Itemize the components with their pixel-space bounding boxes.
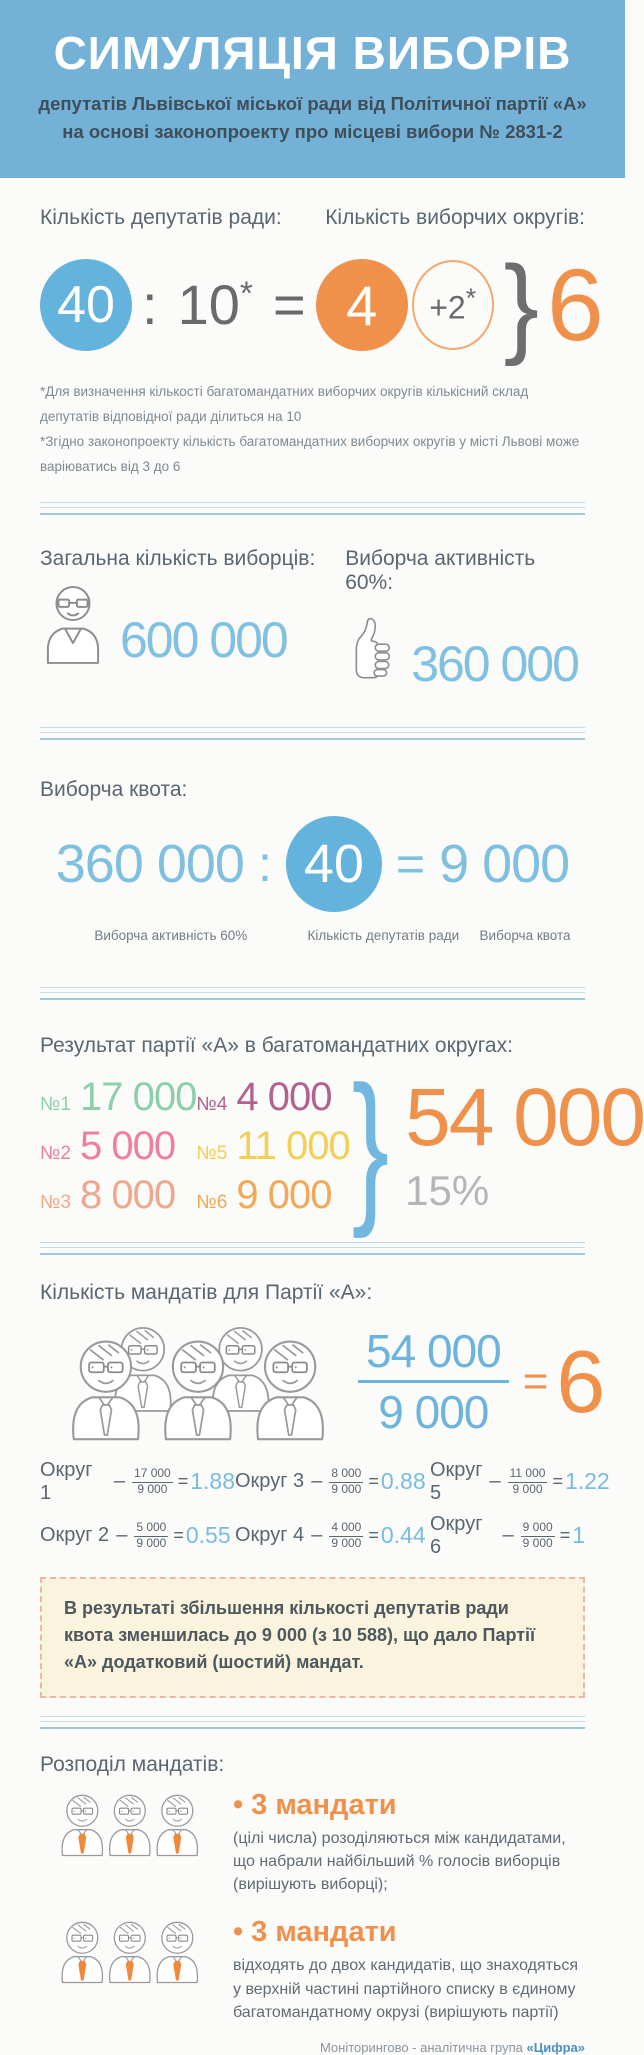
districts-base-circle: 4 — [316, 259, 408, 351]
footnote-2: *Згідно законопроекту кількість багатомандатних виборчих округів у місті Львові може варіюватись від 3 до 6 — [40, 433, 580, 474]
mandates-denominator: 9 000 — [378, 1386, 489, 1439]
distribution-item — [55, 1788, 585, 1897]
okrug-calculations — [40, 1458, 610, 1559]
page-title: СИМУЛЯЦІЯ ВИБОРІВ — [53, 27, 572, 79]
turnout-value: 360 000 — [411, 635, 578, 692]
voter-icon — [40, 583, 106, 665]
mandates-formula — [358, 1326, 605, 1438]
page-subtitle-line2: на основі законопроекту про місцеві вибори № 2831-2 — [62, 120, 563, 142]
thumbs-up-icon — [345, 607, 399, 689]
footer-credit — [0, 2040, 625, 2055]
district-result: №5 11 000 — [196, 1123, 350, 1168]
deputies-heading: Кількість депутатів ради: — [40, 206, 282, 229]
mandates-count-title: • 3 мандати — [233, 1916, 397, 1949]
okrug-row: Округ 1 – $\frac{17 000}{9 000}$ = 1.88 — [40, 1458, 235, 1504]
results-section — [0, 1033, 644, 1239]
quota-label-deputies: Кількість депутатів ради — [307, 927, 460, 943]
voters-total-value: 600 000 — [120, 611, 287, 668]
quota-heading: Виборча квота: — [40, 777, 188, 801]
results-heading: Результат партії «А» в багатомандатних округах: — [40, 1033, 513, 1057]
results-percent: 15% — [405, 1166, 490, 1214]
quota-labels — [40, 928, 585, 943]
distribution-section — [0, 1753, 625, 1777]
equals-sign: = — [272, 273, 306, 336]
section-divider — [40, 502, 585, 515]
brand-link[interactable]: «Цифра» — [526, 2040, 585, 2055]
distribution-heading: Розподіл мандатів: — [40, 1752, 225, 1776]
credit-text: Моніторингово - аналітична група — [319, 2040, 523, 2055]
quota-deputies-circle: 40 — [286, 816, 382, 912]
divide-sign: : — [142, 273, 158, 336]
mandates-count-title: • 3 мандати — [233, 1788, 397, 1821]
footnote-1: *Для визначення кількості багатомандатних виборчих округів кількісний склад депутатів відповідної ради ділиться на 10 — [40, 384, 529, 424]
note-box: В результаті збільшення кількості депутатів ради квота зменшилась до 9 000 (з 10 588), що дало Партії «А» додатковий (шостий) мандат. — [40, 1577, 585, 1698]
turnout-heading: Виборча активність 60%: — [345, 546, 536, 594]
districts-formula — [40, 243, 604, 367]
mandates-heading: Кількість мандатів для Партії «А»: — [40, 1280, 373, 1304]
okrug-row: Округ 2 – $\frac{5 000}{9 000}$ = 0.55 — [40, 1520, 231, 1550]
deputies-group-icon — [64, 1321, 332, 1443]
quota-dividend: 360 000 — [55, 833, 244, 894]
brace-glyph: } — [351, 1051, 390, 1239]
brace-glyph: } — [503, 243, 540, 367]
header-banner — [0, 0, 625, 178]
mandates-numerator: 54 000 — [358, 1326, 509, 1384]
footnotes — [40, 380, 585, 480]
results-total-value: 54 000 — [405, 1071, 644, 1163]
quota-equals-sign: = — [395, 835, 426, 892]
mandate-group-icon — [55, 1918, 205, 1984]
mandates-description: відходять до двох кандидатів, що знаходяться у верхній частині партійного списку в єдиному багатомандатному окрузі (вирішують партії) — [233, 1957, 578, 2021]
mandates-description: (цілі числа) розоділяються між кандидатами, що набрали найбільший % голосів виборців (вирішують виборці); — [233, 1829, 566, 1894]
results-grid — [40, 1051, 644, 1239]
quota-formula — [40, 816, 585, 912]
section-divider — [40, 1716, 585, 1729]
quota-label-turnout: Виборча активність 60% — [94, 927, 248, 943]
districts-total-value: 6 — [547, 248, 604, 362]
district-result: №4 4 000 — [196, 1074, 332, 1119]
mandate-group-icon — [55, 1791, 205, 1857]
quota-section — [0, 778, 625, 943]
section-divider — [40, 987, 585, 1000]
deputies-districts-section — [0, 206, 625, 480]
mandates-equals-sign: = — [522, 1356, 549, 1406]
quota-result: 9 000 — [439, 833, 570, 894]
divisor-value: 10* — [177, 273, 253, 336]
okrug-row: Округ 5 – $\frac{11 000}{9 000}$ = 1.22 — [430, 1458, 610, 1504]
quota-label-quota: Виборча квота — [479, 927, 571, 943]
okrug-row: Округ 6 – $\frac{9 000}{9 000}$ = 1 — [430, 1512, 585, 1558]
okrug-row: Округ 3 – $\frac{8 000}{9 000}$ = 0.88 — [235, 1466, 426, 1496]
districts-heading: Кількість виборчих округів: — [325, 206, 585, 229]
page-subtitle-line1: депутатів Львівської міської ради від Політичної партії «А» — [38, 93, 587, 114]
okrug-row: Округ 4 – $\frac{4 000}{9 000}$ = 0.44 — [235, 1520, 426, 1550]
district-result: №2 5 000 — [40, 1123, 176, 1168]
quota-divide-sign: : — [257, 835, 272, 892]
district-result: №1 17 000 — [40, 1074, 197, 1119]
mandates-section — [0, 1281, 625, 1559]
districts-extra-ring: +2* — [412, 260, 494, 350]
district-result: №6 9 000 — [196, 1172, 332, 1217]
section-divider — [40, 727, 585, 740]
section-divider — [40, 1242, 585, 1255]
deputies-count-circle: 40 — [40, 259, 132, 351]
voters-total-heading: Загальна кількість виборців: — [40, 546, 316, 570]
district-result: №3 8 000 — [40, 1172, 176, 1217]
voters-section — [0, 546, 625, 692]
distribution-item — [55, 1918, 585, 2024]
mandates-result: 6 — [556, 1331, 606, 1431]
